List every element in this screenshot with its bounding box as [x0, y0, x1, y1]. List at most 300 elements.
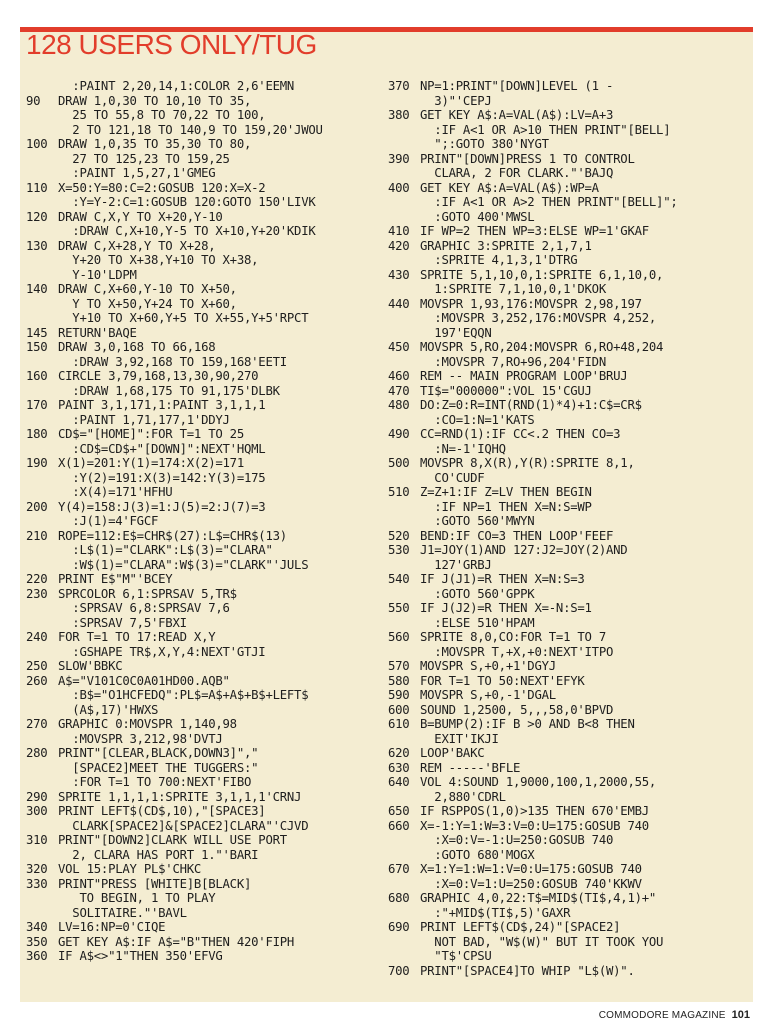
code-text: :PAINT 2,20,14,1:COLOR 2,6'EEMN	[58, 79, 295, 93]
code-text: MOVSPR S,+0,-1'DGAL	[420, 688, 556, 702]
code-text: :FOR T=1 TO 700:NEXT'FIBO	[58, 775, 252, 789]
line-number: 370	[388, 79, 410, 93]
code-line	[388, 819, 733, 863]
code-text: GET KEY A$:A=VAL(A$):WP=A	[420, 180, 599, 195]
code-text: :CO=1:N=1'KATS	[420, 412, 535, 427]
line-number: 550	[388, 601, 410, 615]
code-statement	[420, 239, 733, 268]
code-text: SPRITE 1,1,1,1:SPRITE 3,1,1,1'CRNJ	[58, 789, 302, 804]
code-line	[388, 630, 733, 659]
code-statement	[58, 630, 371, 659]
code-text: :X(4)=171'HFHU	[58, 485, 173, 499]
code-line	[388, 181, 733, 225]
code-text: IF RSPPOS(1,0)>135 THEN 670'EMBJ	[420, 804, 649, 818]
code-text: :"+MID$(TI$,5)'GAXR	[420, 905, 571, 920]
code-statement	[420, 688, 733, 703]
code-line	[388, 717, 733, 746]
code-line	[388, 384, 733, 399]
code-text: 25 TO 55,8 TO 70,22 TO 100,	[58, 108, 266, 122]
code-statement	[420, 543, 733, 572]
line-number: 620	[388, 746, 410, 760]
code-line	[388, 920, 733, 964]
code-statement	[420, 152, 733, 181]
code-text: Z=Z+1:IF Z=LV THEN BEGIN	[420, 485, 592, 499]
line-number: 300	[26, 804, 48, 818]
section-title: 128 USERS ONLY/TUG	[26, 29, 317, 60]
code-statement	[420, 775, 733, 804]
code-line	[388, 688, 733, 703]
program-listing	[20, 67, 753, 1002]
code-statement	[58, 181, 371, 210]
code-text: SOUND 1,2500, 5,,,58,0'BPVD	[420, 702, 614, 717]
line-number: 650	[388, 804, 410, 818]
code-text: X=50:Y=80:C=2:GOSUB 120:X=X-2	[58, 180, 266, 195]
line-number: 640	[388, 775, 410, 789]
code-text: Y TO X+50,Y+24 TO X+60,	[58, 296, 237, 311]
code-line	[26, 427, 371, 456]
code-text: :X=0:V=1:U=250:GOSUB 740'KKWV	[420, 876, 642, 891]
code-statement	[58, 398, 371, 427]
code-text: Y(4)=158:J(3)=1:J(5)=2:J(7)=3	[58, 499, 266, 514]
code-statement	[58, 572, 371, 587]
code-line	[26, 949, 371, 964]
code-statement	[420, 108, 733, 152]
line-number: 240	[26, 630, 48, 644]
code-statement	[420, 862, 733, 891]
code-statement	[58, 935, 371, 950]
line-number: 420	[388, 238, 410, 253]
code-text: SPRITE 5,1,10,0,1:SPRITE 6,1,10,0,	[420, 267, 664, 282]
code-text: PRINT"PRESS [WHITE]B[BLACK]	[58, 876, 252, 891]
code-text: SLOW'BBKC	[58, 659, 123, 673]
code-line	[26, 877, 371, 921]
line-number: 130	[26, 238, 48, 253]
line-number: 610	[388, 717, 410, 731]
section-banner	[20, 27, 753, 67]
line-number: 380	[388, 108, 410, 122]
code-text: X=-1:Y=1:W=3:V=0:U=175:GOSUB 740	[420, 818, 649, 833]
code-statement	[420, 427, 733, 456]
code-line	[388, 964, 733, 979]
line-number: 580	[388, 673, 410, 688]
code-statement	[58, 326, 371, 341]
code-text: :X=0:V=-1:U=250:GOSUB 740	[420, 833, 614, 847]
code-line	[26, 369, 371, 398]
code-line	[388, 761, 733, 776]
code-text: 127'GRBJ	[420, 557, 492, 572]
line-number: 190	[26, 456, 48, 470]
code-text: :MOVSPR 3,212,98'DVTJ	[58, 731, 223, 746]
code-text: MOVSPR 1,93,176:MOVSPR 2,98,197	[420, 296, 642, 311]
code-statement	[58, 500, 371, 529]
code-text: FOR T=1 TO 50:NEXT'EFYK	[420, 673, 585, 688]
code-statement	[420, 79, 733, 108]
line-number: 290	[26, 789, 48, 804]
code-line	[388, 601, 733, 630]
line-number: 600	[388, 702, 410, 717]
code-text: TI$="000000":VOL 15'CGUJ	[420, 383, 592, 398]
line-number: 220	[26, 572, 48, 586]
code-statement	[420, 384, 733, 399]
code-line	[388, 79, 733, 108]
code-text: (A$,17)'HWXS	[58, 702, 159, 717]
code-text: :SPRSAV 6,8:SPRSAV 7,6	[58, 601, 230, 615]
code-line	[26, 326, 371, 341]
code-statement	[420, 601, 733, 630]
line-number: 140	[26, 282, 48, 296]
line-number: 690	[388, 920, 410, 934]
code-text: PRINT E$"M"'BCEY	[58, 572, 173, 586]
code-line	[26, 804, 371, 833]
code-statement	[420, 485, 733, 529]
code-line	[26, 94, 371, 138]
code-text: Y-10'LDPM	[58, 267, 137, 282]
line-number: 280	[26, 746, 48, 760]
code-statement	[420, 703, 733, 718]
line-number: 170	[26, 398, 48, 412]
code-text: REM -----'BFLE	[420, 760, 521, 775]
line-number: 320	[26, 862, 48, 876]
code-text: DO:Z=0:R=INT(RND(1)*4)+1:C$=CR$	[420, 398, 642, 412]
line-number: 520	[388, 528, 410, 543]
code-statement	[58, 949, 371, 964]
code-text: GRAPHIC 4,0,22:T$=MID$(TI$,4,1)+"	[420, 891, 657, 905]
line-number: 430	[388, 267, 410, 282]
code-text: X=1:Y=1:W=1:V=0:U=175:GOSUB 740	[420, 862, 642, 876]
line-number: 250	[26, 659, 48, 673]
code-text: REM -- MAIN PROGRAM LOOP'BRUJ	[420, 369, 628, 383]
code-line	[388, 427, 733, 456]
code-line	[26, 79, 371, 94]
code-text: GET KEY A$:A=VAL(A$):LV=A+3	[420, 108, 614, 122]
code-line	[388, 572, 733, 601]
code-text: PRINT LEFT$(CD$,24)"[SPACE2]	[420, 920, 621, 934]
code-text: :B$="O1HCFEDQ":PL$=A$+A$+B$+LEFT$	[58, 688, 309, 702]
code-line	[388, 456, 733, 485]
line-number: 100	[26, 137, 48, 151]
code-text: CC=RND(1):IF CC<.2 THEN CO=3	[420, 427, 621, 441]
code-text: LOOP'BAKC	[420, 746, 485, 760]
code-text: GRAPHIC 0:MOVSPR 1,140,98	[58, 717, 237, 731]
code-statement	[420, 297, 733, 341]
code-text: TO BEGIN, 1 TO PLAY	[58, 891, 216, 905]
code-line	[388, 543, 733, 572]
code-text: NOT BAD, "W$(W)" BUT IT TOOK YOU	[420, 934, 664, 949]
code-statement	[420, 891, 733, 920]
code-text: VOL 4:SOUND 1,9000,100,1,2000,55,	[420, 775, 657, 789]
code-statement	[58, 529, 371, 573]
line-number: 230	[26, 586, 48, 601]
code-text: J1=JOY(1)AND 127:J2=JOY(2)AND	[420, 543, 628, 557]
code-text: ROPE=112:E$=CHR$(27):L$=CHR$(13)	[58, 528, 287, 543]
line-number: 210	[26, 528, 48, 543]
code-statement	[58, 282, 371, 326]
line-number: 700	[388, 963, 410, 978]
code-text: :MOVSPR 7,RO+96,204'FIDN	[420, 354, 606, 369]
code-statement	[420, 746, 733, 761]
code-statement	[58, 862, 371, 877]
code-line	[388, 674, 733, 689]
line-number: 660	[388, 818, 410, 833]
line-number: 500	[388, 456, 410, 470]
code-text: CIRCLE 3,79,168,13,30,90,270	[58, 369, 259, 383]
code-text: IF WP=2 THEN WP=3:ELSE WP=1'GKAF	[420, 224, 649, 238]
code-text: 197'EQQN	[420, 325, 492, 340]
code-statement	[420, 456, 733, 485]
code-line	[26, 717, 371, 746]
code-statement	[58, 790, 371, 805]
line-number: 390	[388, 151, 410, 166]
code-text: CLARA, 2 FOR CLARK."'BAJQ	[420, 166, 614, 180]
code-text: :PAINT 1,71,177,1'DDYJ	[58, 412, 230, 427]
code-text: IF J(J1)=R THEN X=N:S=3	[420, 572, 585, 586]
code-statement	[420, 819, 733, 863]
code-text: MOVSPR 5,RO,204:MOVSPR 6,RO+48,204	[420, 340, 664, 354]
line-number: 670	[388, 862, 410, 876]
code-text: :ELSE 510'HPAM	[420, 615, 535, 630]
code-text: SOLITAIRE."'BAVL	[58, 905, 187, 920]
code-line	[388, 224, 733, 239]
code-line	[26, 833, 371, 862]
page-number: 101	[731, 1009, 750, 1021]
code-line	[388, 239, 733, 268]
code-line	[26, 456, 371, 500]
code-text: 2 TO 121,18 TO 140,9 TO 159,20'JWOU	[58, 122, 323, 137]
code-text: DRAW C,X+28,Y TO X+28,	[58, 238, 216, 253]
line-number: 260	[26, 673, 48, 688]
code-line	[388, 775, 733, 804]
code-statement	[58, 210, 371, 239]
code-text: 2,880'CDRL	[420, 789, 506, 804]
code-text: :CD$=CD$+"[DOWN]":NEXT'HQML	[58, 441, 266, 456]
code-statement	[420, 340, 733, 369]
code-line	[388, 297, 733, 341]
code-text: PRINT"[SPACE4]TO WHIP "L$(W)".	[420, 963, 635, 978]
code-statement	[58, 674, 371, 718]
code-text: DRAW 1,0,30 TO 10,10 TO 35,	[58, 93, 252, 108]
code-text: :SPRITE 4,1,3,1'DTRG	[420, 253, 578, 267]
code-text: [SPACE2]MEET THE TUGGERS:"	[58, 760, 259, 775]
code-line	[26, 210, 371, 239]
code-statement	[58, 833, 371, 862]
code-text: "T$'CPSU	[420, 949, 492, 963]
code-statement	[420, 630, 733, 659]
line-number: 270	[26, 717, 48, 731]
line-number: 630	[388, 760, 410, 775]
code-line	[388, 862, 733, 891]
line-number: 145	[26, 325, 48, 340]
line-number: 540	[388, 572, 410, 586]
code-line	[26, 398, 371, 427]
code-statement	[420, 964, 733, 979]
code-statement	[58, 456, 371, 500]
line-number: 460	[388, 369, 410, 383]
code-statement	[420, 369, 733, 384]
code-statement	[58, 717, 371, 746]
code-text: :IF A<1 OR A>10 THEN PRINT"[BELL]	[420, 122, 671, 137]
code-statement	[58, 877, 371, 921]
code-text: Y+10 TO X+60,Y+5 TO X+55,Y+5'RPCT	[58, 311, 309, 325]
line-number: 590	[388, 688, 410, 702]
code-text: SPRITE 8,0,CO:FOR T=1 TO 7	[420, 630, 606, 644]
code-text: :GSHAPE TR$,X,Y,4:NEXT'GTJI	[58, 644, 266, 659]
code-text: :DRAW 3,92,168 TO 159,168'EETI	[58, 354, 287, 369]
code-line	[388, 268, 733, 297]
code-line	[388, 340, 733, 369]
line-number: 200	[26, 499, 48, 514]
code-statement	[58, 746, 371, 790]
code-statement	[420, 804, 733, 819]
code-line	[26, 137, 371, 181]
line-number: 680	[388, 891, 410, 905]
code-text: PAINT 3,1,171,1:PAINT 3,1,1,1	[58, 398, 266, 412]
line-number: 160	[26, 369, 48, 383]
code-statement	[420, 717, 733, 746]
code-text: :MOVSPR T,+X,+0:NEXT'ITPO	[420, 644, 614, 659]
code-text: SPRCOLOR 6,1:SPRSAV 5,TR$	[58, 586, 237, 601]
code-statement	[58, 427, 371, 456]
code-text: :PAINT 1,5,27,1'GMEG	[58, 166, 216, 180]
code-text: X(1)=201:Y(1)=174:X(2)=171	[58, 456, 244, 470]
code-text: IF A$<>"1"THEN 350'EFVG	[58, 949, 223, 963]
code-statement	[420, 529, 733, 544]
code-text: A$="V101C0C0A01HD00.AQB"	[58, 673, 230, 688]
line-number: 530	[388, 543, 410, 557]
code-text: PRINT"[CLEAR,BLACK,DOWN3]","	[58, 746, 259, 760]
code-line	[388, 108, 733, 152]
code-text: :Y=Y-2:C=1:GOSUB 120:GOTO 150'LIVK	[58, 195, 316, 209]
code-statement	[420, 761, 733, 776]
code-line	[26, 572, 371, 587]
code-text: DRAW 1,0,35 TO 35,30 TO 80,	[58, 137, 252, 151]
code-statement	[420, 224, 733, 239]
code-text: B=BUMP(2):IF B >0 AND B<8 THEN	[420, 717, 635, 731]
code-line	[26, 790, 371, 805]
line-number: 350	[26, 934, 48, 949]
line-number: 340	[26, 920, 48, 934]
code-text: 2, CLARA HAS PORT 1."'BARI	[58, 847, 259, 862]
line-number: 120	[26, 209, 48, 224]
line-number: 440	[388, 296, 410, 311]
code-text: :SPRSAV 7,5'FBXI	[58, 615, 187, 630]
code-text: :MOVSPR 3,252,176:MOVSPR 4,252,	[420, 311, 657, 325]
code-text: :N=-1'IQHQ	[420, 441, 506, 456]
code-text: ";:GOTO 380'NYGT	[420, 137, 549, 151]
code-text: BEND:IF CO=3 THEN LOOP'FEEF	[420, 528, 614, 543]
code-text: PRINT"[DOWN]PRESS 1 TO CONTROL	[420, 151, 635, 166]
code-line	[388, 398, 733, 427]
code-line	[26, 181, 371, 210]
code-line	[388, 891, 733, 920]
code-line	[26, 659, 371, 674]
line-number: 180	[26, 427, 48, 441]
listing-column-right	[388, 79, 733, 978]
code-text: NP=1:PRINT"[DOWN]LEVEL (1 -	[420, 79, 614, 93]
code-text: Y+20 TO X+38,Y+10 TO X+38,	[58, 253, 259, 267]
magazine-name: COMMODORE MAGAZINE	[598, 1010, 726, 1021]
code-text: CLARK[SPACE2]&[SPACE2]CLARA"'CJVD	[58, 818, 309, 833]
code-statement	[58, 137, 371, 181]
line-number: 450	[388, 340, 410, 354]
code-statement	[420, 398, 733, 427]
code-statement	[420, 572, 733, 601]
line-number: 400	[388, 180, 410, 195]
code-line	[26, 630, 371, 659]
code-line	[388, 703, 733, 718]
code-line	[388, 659, 733, 674]
code-statement	[58, 340, 371, 369]
code-line	[26, 282, 371, 326]
code-line	[26, 935, 371, 950]
code-line	[26, 500, 371, 529]
code-statement	[420, 268, 733, 297]
code-text: VOL 15:PLAY PL$'CHKC	[58, 862, 202, 876]
code-statement	[58, 369, 371, 398]
code-text: EXIT'IKJI	[420, 731, 499, 746]
line-number: 570	[388, 659, 410, 673]
code-text: :GOTO 560'GPPK	[420, 586, 535, 601]
code-text: :Y(2)=191:X(3)=142:Y(3)=175	[58, 470, 266, 485]
code-text: :GOTO 560'MWYN	[420, 514, 535, 528]
code-statement	[58, 94, 371, 138]
code-line	[388, 529, 733, 544]
line-number: 90	[26, 93, 41, 108]
code-line	[388, 746, 733, 761]
code-text: FOR T=1 TO 17:READ X,Y	[58, 630, 216, 644]
code-line	[388, 804, 733, 819]
line-number: 490	[388, 427, 410, 441]
code-text: :J(1)=4'FGCF	[58, 514, 159, 528]
code-text: :DRAW C,X+10,Y-5 TO X+10,Y+20'KDIK	[58, 224, 316, 238]
code-text: PRINT"[DOWN2]CLARK WILL USE PORT	[58, 833, 287, 847]
line-number: 150	[26, 340, 48, 354]
page-footer	[599, 1009, 750, 1021]
code-line	[26, 239, 371, 283]
code-statement	[58, 587, 371, 631]
code-text: CD$="[HOME]":FOR T=1 TO 25	[58, 427, 244, 441]
code-text: DRAW C,X+60,Y-10 TO X+50,	[58, 282, 237, 296]
code-text: 27 TO 125,23 TO 159,25	[58, 151, 230, 166]
code-text: :W$(1)="CLARA":W$(3)="CLARK"'JULS	[58, 557, 309, 572]
code-line	[26, 587, 371, 631]
line-number: 470	[388, 383, 410, 398]
code-text: LV=16:NP=0'CIQE	[58, 920, 166, 934]
line-number: 110	[26, 180, 48, 195]
code-statement	[58, 920, 371, 935]
code-text: DRAW 3,0,168 TO 66,168	[58, 340, 216, 354]
line-number: 510	[388, 485, 410, 499]
line-number: 410	[388, 224, 410, 238]
code-statement	[58, 804, 371, 833]
code-line	[26, 862, 371, 877]
listing-column-left	[26, 79, 371, 964]
code-text: GET KEY A$:IF A$="B"THEN 420'FIPH	[58, 934, 295, 949]
line-number: 560	[388, 630, 410, 644]
code-text: :GOTO 680'MOGX	[420, 847, 535, 862]
code-line	[388, 369, 733, 384]
code-text: :DRAW 1,68,175 TO 91,175'DLBK	[58, 383, 280, 398]
code-statement	[420, 674, 733, 689]
line-number: 330	[26, 876, 48, 891]
code-statement	[420, 920, 733, 964]
code-statement	[58, 239, 371, 283]
code-line	[26, 920, 371, 935]
code-line	[26, 746, 371, 790]
code-text: MOVSPR S,+0,+1'DGYJ	[420, 659, 556, 673]
line-number: 310	[26, 833, 48, 847]
code-text: 3)"'CEPJ	[420, 93, 492, 108]
code-text: IF J(J2)=R THEN X=-N:S=1	[420, 601, 592, 615]
